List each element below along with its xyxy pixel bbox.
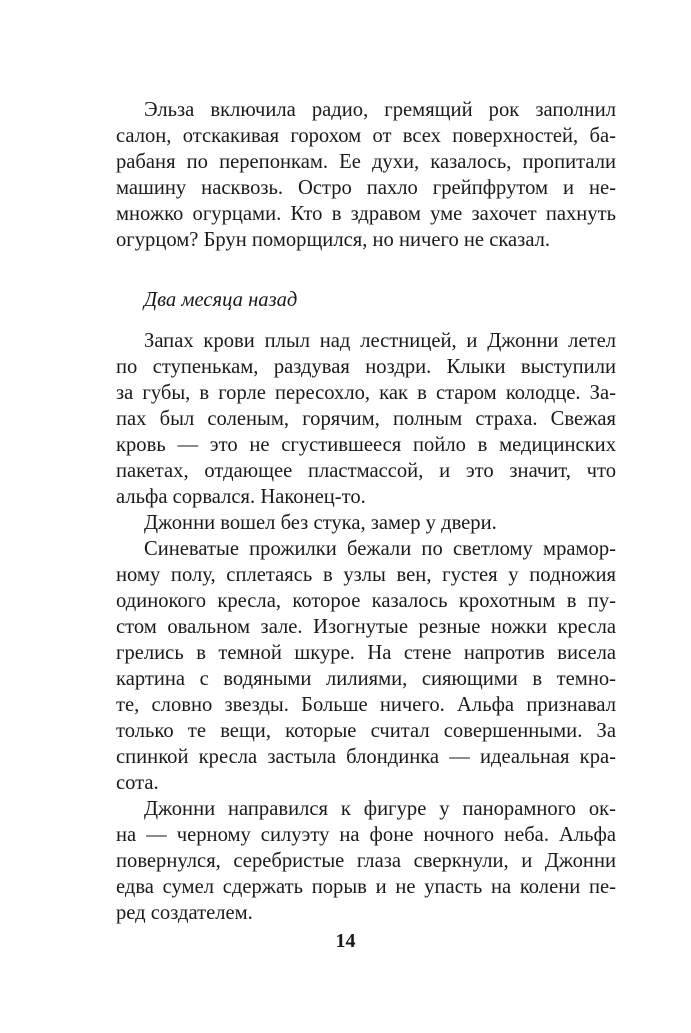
text-line: едва сумел сдержать порыв и не упасть на колени пе- [116, 876, 616, 898]
text-line: кровь — это не сгустившееся пойло в медицинских [116, 434, 616, 456]
text-line: пах был соленым, горячим, полным страха. Свежая [116, 408, 616, 430]
text-line: стом овальном зале. Изогнутые резные ножки кресла [116, 616, 616, 638]
text-line: Джонни вошел без стука, замер у двери. [144, 512, 497, 534]
text-line: повернулся, серебристые глаза сверкнули, и Джонни [116, 850, 616, 872]
text-line: множко огурцами. Кто в здравом уме захочет пахнуть [116, 203, 616, 225]
text-line: те, словно звезды. Больше ничего. Альфа признавал [116, 694, 616, 716]
text-line: только те вещи, которые считал совершенными. За [116, 720, 616, 742]
text-line: альфа сорвался. Наконец-то. [116, 486, 366, 508]
text-line: огурцом? Брун поморщился, но ничего не сказал. [116, 229, 551, 251]
page-number: 14 [335, 930, 356, 952]
text-line: на — черному силуэту на фоне ночного неба. Альфа [116, 824, 616, 846]
text-line: Синеватые прожилки бежали по светлому мрамор- [144, 538, 616, 560]
text-line: салон, отскакивая горохом от всех поверхностей, ба- [116, 125, 616, 147]
section-heading: Два месяца назад [144, 289, 298, 311]
text-line: спинкой кресла застыла блондинка — идеальная кра- [116, 746, 616, 768]
text-line: Эльза включила радио, гремящий рок заполнил [144, 99, 616, 121]
text-line: одинокого кресла, которое казалось крохотным в пу- [116, 590, 616, 612]
text-line: Запах крови плыл над лестницей, и Джонни летел [144, 330, 616, 352]
text-line: ному полу, сплетаясь в узлы вен, густея у подножия [116, 564, 616, 586]
text-line: пакетах, отдающее пластмассой, и это значит, что [116, 460, 616, 482]
text-line: картина с водяными лилиями, сияющими в темно- [116, 668, 616, 690]
text-line: машину насквозь. Остро пахло грейпфрутом и не- [116, 177, 616, 199]
text-line: за губы, в горле пересохло, как в старом колодце. За- [116, 382, 616, 404]
text-line: ред создателем. [116, 902, 253, 924]
text-line: рабаня по перепонкам. Ее духи, казалось, пропитали [116, 151, 616, 173]
text-line: по ступенькам, раздувая ноздри. Клыки выступили [116, 356, 616, 378]
text-line: грелись в темной шкуре. На стене напротив висела [116, 642, 616, 664]
text-line: сота. [116, 772, 159, 794]
text-line: Джонни направился к фигуре у панорамного ок- [144, 798, 616, 820]
